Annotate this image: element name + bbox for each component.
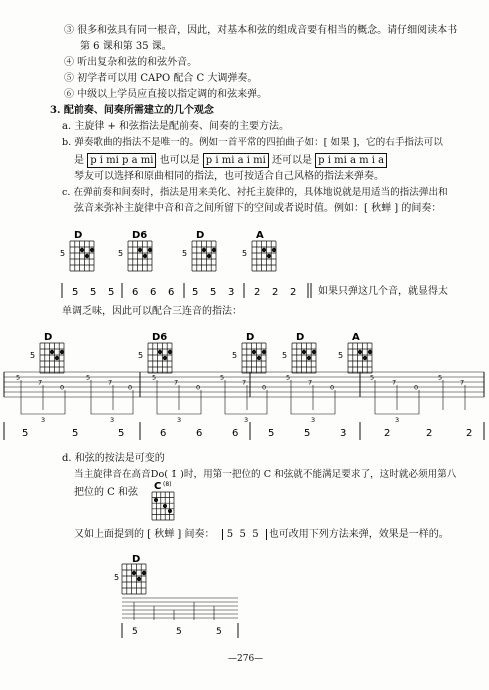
last-chord-dot (132, 571, 136, 575)
c-chord-dot (168, 509, 172, 513)
last-chord-dot (142, 571, 146, 575)
row1-chord-name: D (196, 230, 205, 241)
row2-chord-fret-number: 5 (138, 351, 144, 360)
row1-note: 6 (150, 287, 157, 298)
point-b-line3: 琴友可以选择和原曲相同的指法，也可按适合自己风格的指法来弹奏。 (74, 171, 384, 182)
tab-fret-digit: 7 (460, 378, 465, 387)
triplet-bracket (157, 410, 201, 414)
row1-chord-dot (90, 248, 94, 252)
row2-chord-dot (60, 350, 64, 354)
row2-note: 5 (268, 428, 275, 439)
tab-fret-digit: 7 (308, 378, 313, 387)
triplet-bracket (225, 410, 267, 414)
triplet-bracket (91, 410, 133, 414)
row1-note: 5 (72, 287, 79, 298)
item-3-cont: 第 6 课和第 35 课。 (80, 41, 172, 52)
row1-chord-grid (128, 241, 152, 271)
row1-chord-dot (80, 248, 84, 252)
point-b-line1: b. 弹奏歌曲的指法不是唯一的。例如一首平常的四拍曲子如：[ 如果 ]，它的右手指法可以 (62, 137, 443, 148)
tab-fret-digit: 7 (242, 378, 247, 387)
point-a: a. 主旋律 + 和弦指法是配前奏、间奏的主要方法。 (62, 121, 290, 132)
d3-note: 5 (226, 529, 234, 540)
row1-note: 6 (132, 287, 139, 298)
item-5: ⑤ 初学者可以用 CAPO 配合 C 大调弹奏。 (64, 73, 258, 84)
b-is-label: 是 (74, 155, 84, 166)
point-c-line3-tail: 如果只弹这几个音，就显得太 (318, 286, 448, 297)
row1-note: 5 (192, 287, 199, 298)
row1-chord-dot (138, 248, 142, 252)
tab-fret-digit: 5 (370, 373, 375, 382)
row2-note: 5 (118, 428, 125, 439)
row2-chord-name: D (296, 332, 305, 343)
point-c-line2: 弦音来弥补主旋律中音和音之间所留下的空间或者说时值。例如：[ 秋蝉 ] 的间奏： (74, 203, 442, 214)
triplet-bracket (291, 410, 335, 414)
triplet-number: 3 (41, 416, 46, 424)
row2-chord-fret-number: 5 (232, 351, 238, 360)
row1-note: 3 (228, 287, 235, 298)
row1-chord-dot (207, 254, 211, 258)
row1-chord-fret-number: 5 (182, 249, 188, 258)
row2-chord-dot (158, 350, 162, 354)
row1-note: 2 (290, 287, 297, 298)
row1-chord-grid (70, 241, 94, 271)
item-4: ④ 听出复杂和弦的和弦外音。 (64, 57, 198, 68)
triplet-number: 3 (244, 416, 249, 424)
row2-chord-dot (163, 356, 167, 360)
tab-fret-digit: 7 (392, 378, 397, 387)
row2-note: 5 (72, 428, 79, 439)
c-chord-dot (163, 504, 167, 508)
d3-note: 5 (252, 529, 259, 540)
tab-fret-digit: 0 (60, 383, 65, 392)
point-c-line1: c. 在弹前奏和间奏时，指法是用来美化、衬托主旋律的，具体地说就是用适当的指法弹出和 (62, 187, 448, 198)
row2-chord-name: A (352, 332, 360, 343)
point-b-line2 (74, 153, 387, 168)
row1-note: 2 (272, 287, 279, 298)
row2-chord-fret-number: 5 (282, 351, 288, 360)
c-chord-diagram (144, 478, 200, 524)
row2-chord-dot (262, 350, 266, 354)
tab-fret-digit: 0 (262, 383, 267, 392)
tab-fret-digit: 5 (220, 373, 225, 382)
triplet-number: 3 (110, 416, 115, 424)
tab-fret-digit: 0 (196, 383, 201, 392)
row2-chord-fret-number: 5 (338, 351, 344, 360)
row2-note: 5 (22, 428, 29, 439)
row1-chord-dot (85, 254, 89, 258)
row1-chord-name: D6 (132, 230, 148, 241)
last-chord-dot (137, 577, 141, 581)
row2-note: 5 (304, 428, 311, 439)
row1-chord-dot (202, 248, 206, 252)
row2-chord-dot (307, 356, 311, 360)
section-3-title: 3. 配前奏、间奏所需建立的几个观念 (50, 105, 214, 116)
tab-fret-digit: 0 (414, 383, 419, 392)
last-note: 5 (176, 627, 182, 637)
row1-chord-dot (272, 248, 276, 252)
row2-note: 6 (232, 428, 239, 439)
row1-chord-dot (262, 248, 266, 252)
row2-chord-dot (358, 350, 362, 354)
point-d-title: d. 和弦的按法是可变的 (62, 453, 165, 464)
last-example (110, 550, 250, 660)
tab-fret-digit: 7 (108, 378, 113, 387)
row2-chord-dot (55, 356, 59, 360)
row1-chord-fret-number: 5 (118, 249, 124, 258)
point-d-line2: 把位的 C 和弦 (74, 487, 139, 498)
d3-pre: 又如上面提到的 [ 秋蝉 ] 间奏： (74, 529, 215, 540)
b-also2-label: 还可以是 (271, 155, 312, 166)
triplet-bracket (375, 410, 419, 414)
row2-chord-dot (302, 350, 306, 354)
triplet-number: 3 (311, 416, 316, 424)
row1-note: 5 (90, 287, 97, 298)
d3-post: 也可改用下列方法来弹，效果是一样的。 (266, 529, 449, 540)
last-chord-name: D (132, 554, 141, 565)
d3-notes (222, 529, 266, 540)
row2-chord-dot (257, 356, 261, 360)
tab-fret-digit: 7 (174, 378, 179, 387)
point-d-line1: 当主旋律音在高音Do( 1̇ )时，用第一把位的 C 和弦就不能满足要求了，这时就必须用第八 (74, 469, 457, 480)
row1-chord-name: D (74, 230, 83, 241)
note-row-2 (0, 418, 489, 444)
d3-note: 5 (239, 529, 246, 540)
triplet-bracket (21, 410, 65, 414)
last-note: 5 (132, 627, 138, 637)
row1-chord-fret-number: 5 (60, 249, 66, 258)
row2-chord-dot (312, 350, 316, 354)
row1-chord-grid (252, 241, 276, 271)
row2-chord-dot (168, 350, 172, 354)
item-3: ③ 很多和弦具有同一根音，因此，对基本和弦的组成音要有相当的概念。请仔细阅读本书 (64, 25, 458, 36)
item-6: ⑥ 中级以上学员应直接以指定调的和弦来弹。 (64, 89, 268, 100)
last-note: 5 (216, 627, 222, 637)
row1-chord-fret-number: 5 (242, 249, 248, 258)
pattern-3: p i mi a m i a (315, 153, 387, 168)
c-chord-dot (154, 498, 158, 502)
row2-note: 2 (466, 428, 473, 439)
row2-note: 2 (426, 428, 433, 439)
row2-chord-fret-number: 5 (30, 351, 36, 360)
tab-fret-digit: 0 (128, 383, 133, 392)
row2-note: 6 (196, 428, 203, 439)
row2-chord-name: D6 (152, 332, 168, 343)
tab-fret-digit: 5 (152, 373, 157, 382)
point-d-line3 (74, 528, 449, 541)
row1-chord-dot (148, 248, 152, 252)
last-chord-fret: 5 (114, 573, 120, 582)
pattern-1: p i mi p a mi (87, 153, 156, 168)
tab-fret-digit: 0 (330, 383, 335, 392)
row2-chord-name: D (246, 332, 255, 343)
row1-note: 2 (254, 287, 261, 298)
tab-fret-digit: 5 (86, 373, 91, 382)
row2-chord-dot (252, 350, 256, 354)
row2-note: 6 (160, 428, 167, 439)
row2-chord-dot (50, 350, 54, 354)
row1-note: 5 (108, 287, 115, 298)
triplet-number: 3 (395, 416, 400, 424)
row1-note: 5 (210, 287, 217, 298)
tab-fret-digit: 5 (16, 373, 21, 382)
row2-note: 3 (340, 428, 347, 439)
tab-fret-digit: 5 (286, 373, 291, 382)
point-c-line4: 单调乏味，因此可以配合三连音的指法： (62, 306, 242, 317)
tab-fret-digit: 7 (38, 378, 43, 387)
row1-chord-dot (267, 254, 271, 258)
triplet-number: 3 (177, 416, 182, 424)
row1-chord-name: A (256, 230, 264, 241)
c-chord-name: C (154, 481, 162, 492)
row1-note: 6 (168, 287, 175, 298)
tab-fret-digit: 5 (438, 373, 443, 382)
row2-chord-name: D (44, 332, 53, 343)
row1-chord-dot (212, 248, 216, 252)
c-chord-position: (8) (163, 481, 172, 488)
row1-chord-grid (192, 241, 216, 271)
b-also-label: 也可以是 (159, 155, 200, 166)
pattern-2: p i mi a i mi (203, 153, 269, 168)
row2-chord-dot (368, 350, 372, 354)
row2-note: 2 (384, 428, 391, 439)
row1-chord-dot (143, 254, 147, 258)
row2-chord-dot (363, 356, 367, 360)
page-number: —276— (228, 654, 264, 664)
